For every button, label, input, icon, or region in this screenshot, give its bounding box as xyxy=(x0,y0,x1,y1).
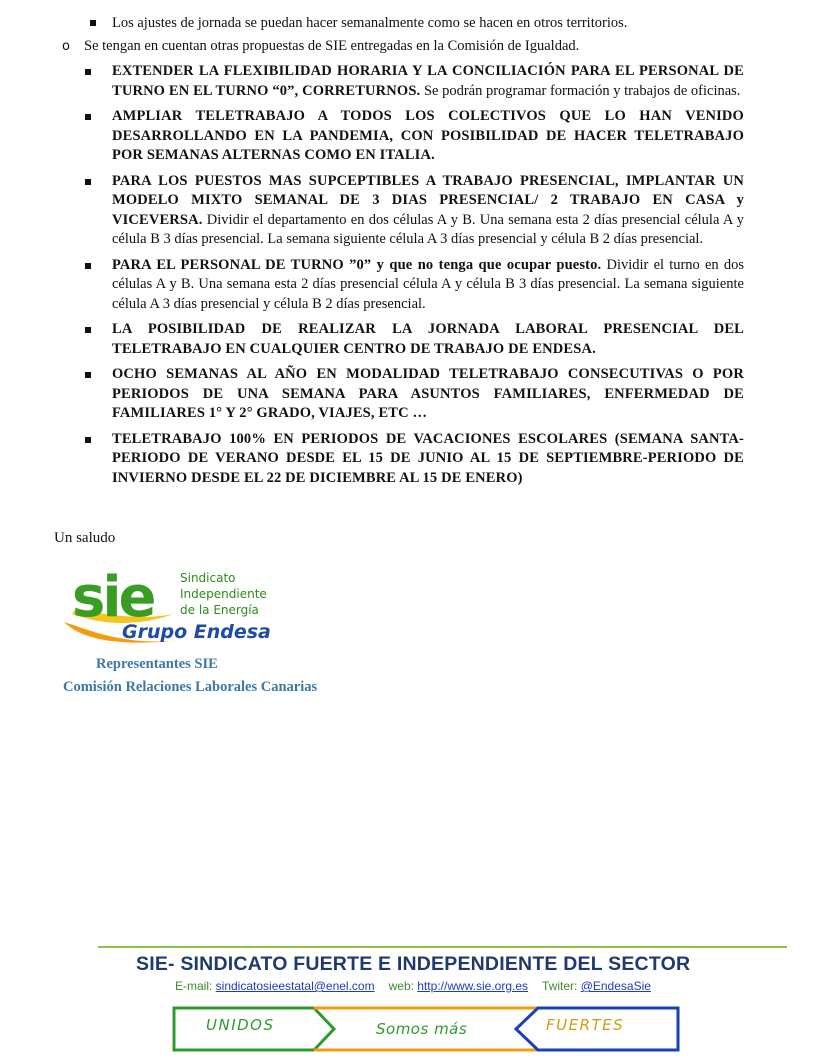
proposal-item xyxy=(82,172,744,250)
circle-bullet-text: Se tengan en cuentan otras propuestas de SIE entregadas en la Comisión de Igualdad. xyxy=(84,38,580,54)
square-bullet-icon xyxy=(85,372,91,378)
signature-line1: Representantes SIE xyxy=(96,656,218,672)
footer-divider xyxy=(98,946,787,948)
email-label: E-mail: xyxy=(175,979,216,993)
square-bullet-icon xyxy=(85,263,91,269)
proposal-heading: TELETRABAJO 100% EN PERIODOS DE VACACIONES ESCOLARES (SEMANA SANTA-PERIODO DE VERANO DESDE EL 15 DE JUNIO AL 15 DE SEPTIEMBRE-PERIODO DE INVIERNO DESDE EL 22 DE DICIEMBRE AL 15 DE ENERO) xyxy=(112,430,744,486)
proposal-detail: Dividir el departamento en dos células A y B. Una semana esta 2 días presencial célula A y célula B 3 días presencial. La semana siguiente célula A 3 días presencial y célula B 2 días presencial. xyxy=(112,211,744,247)
logo-mark: sie xyxy=(72,565,154,630)
proposal-item xyxy=(82,256,744,315)
proposal-heading: OCHO SEMANAS AL AÑO EN MODALIDAD TELETRABAJO CONSECUTIVAS O POR PERIODOS DE UNA SEMANA PARA ASUNTOS FAMILIARES, ENFERMEDAD DE FAMILIARES 1° Y 2° GRADO, VIAJES, ETC … xyxy=(112,366,744,421)
email-link[interactable]: sindicatosieestatal@enel.com xyxy=(215,979,375,993)
proposal-heading: AMPLIAR TELETRABAJO A TODOS LOS COLECTIVOS QUE LO HAN VENIDO DESARROLLANDO EN LA PANDEMIA, CON POSIBILIDAD DE HACER TELETRABAJO POR SEMANAS ALTERNAS COMO EN ITALIA. xyxy=(112,108,744,163)
footer-contact xyxy=(175,979,651,993)
circle-bullet-icon: o xyxy=(62,39,70,54)
sub-bullet-item xyxy=(90,14,750,33)
proposal-item xyxy=(82,430,744,489)
proposal-detail: Dividir el turno en dos células A y B. Una semana esta 2 días presencial célula A y célula B 3 días presencial. La semana siguiente célula A 3 días presencial y célula B 2 días presencial. xyxy=(112,256,744,312)
proposal-heading: EXTENDER LA FLEXIBILIDAD HORARIA Y LA CONCILIACIÓN PARA EL PERSONAL DE TURNO EN EL TURNO “0”, CORRETURNOS. xyxy=(112,63,744,99)
proposal-detail: Se podrán programar formación y trabajos de oficinas. xyxy=(420,82,741,99)
proposal-list xyxy=(82,62,744,494)
signature-line2: Comisión Relaciones Laborales Canarias xyxy=(63,679,318,695)
logo-line1: Sindicato xyxy=(180,571,236,585)
proposal-item xyxy=(82,107,744,166)
square-bullet-icon xyxy=(85,114,91,120)
square-bullet-icon xyxy=(85,327,91,333)
proposal-heading: LA POSIBILIDAD DE REALIZAR LA JORNADA LABORAL PRESENCIAL DEL TELETRABAJO EN CUALQUIER CENTRO DE TRABAJO DE ENDESA. xyxy=(112,321,744,357)
logo-line2: Independiente xyxy=(180,587,267,601)
proposal-item xyxy=(82,62,744,101)
footer-banner xyxy=(172,1006,680,1052)
square-bullet-icon xyxy=(85,437,91,443)
logo-group: Grupo Endesa xyxy=(122,621,271,643)
web-link[interactable]: http://www.sie.org.es xyxy=(417,979,529,993)
logo-line3: de la Energía xyxy=(180,603,259,617)
proposal-heading: PARA EL PERSONAL DE TURNO ”0” y que no tenga que ocupar puesto. xyxy=(112,256,602,273)
twitter-link[interactable]: @EndesaSie xyxy=(580,979,651,993)
banner-right: FUERTES xyxy=(546,1016,625,1034)
twitter-label: Twiter: xyxy=(542,979,581,993)
proposal-heading: PARA LOS PUESTOS MAS SUPCEPTIBLES A TRABAJO PRESENCIAL, IMPLANTAR UN MODELO MIXTO SEMANAL DE 3 DIAS PRESENCIAL/ 2 TRABAJO EN CASA y VICEVERSA. xyxy=(112,172,744,228)
footer-title: SIE- SINDICATO FUERTE E INDEPENDIENTE DEL SECTOR xyxy=(136,953,691,975)
banner-center: Somos más xyxy=(376,1020,468,1038)
salutation: Un saludo xyxy=(54,530,116,546)
web-label: web: xyxy=(388,979,418,993)
square-bullet-icon xyxy=(85,69,91,75)
sub-bullet-text: Los ajustes de jornada se puedan hacer semanalmente como se hacen en otros territorios. xyxy=(112,15,628,31)
circle-bullet-item xyxy=(62,37,762,56)
proposal-item xyxy=(82,320,744,359)
square-bullet-icon xyxy=(90,20,96,26)
proposal-item xyxy=(82,365,744,424)
square-bullet-icon xyxy=(85,179,91,185)
sie-logo xyxy=(62,562,294,654)
banner-left: UNIDOS xyxy=(206,1016,275,1034)
